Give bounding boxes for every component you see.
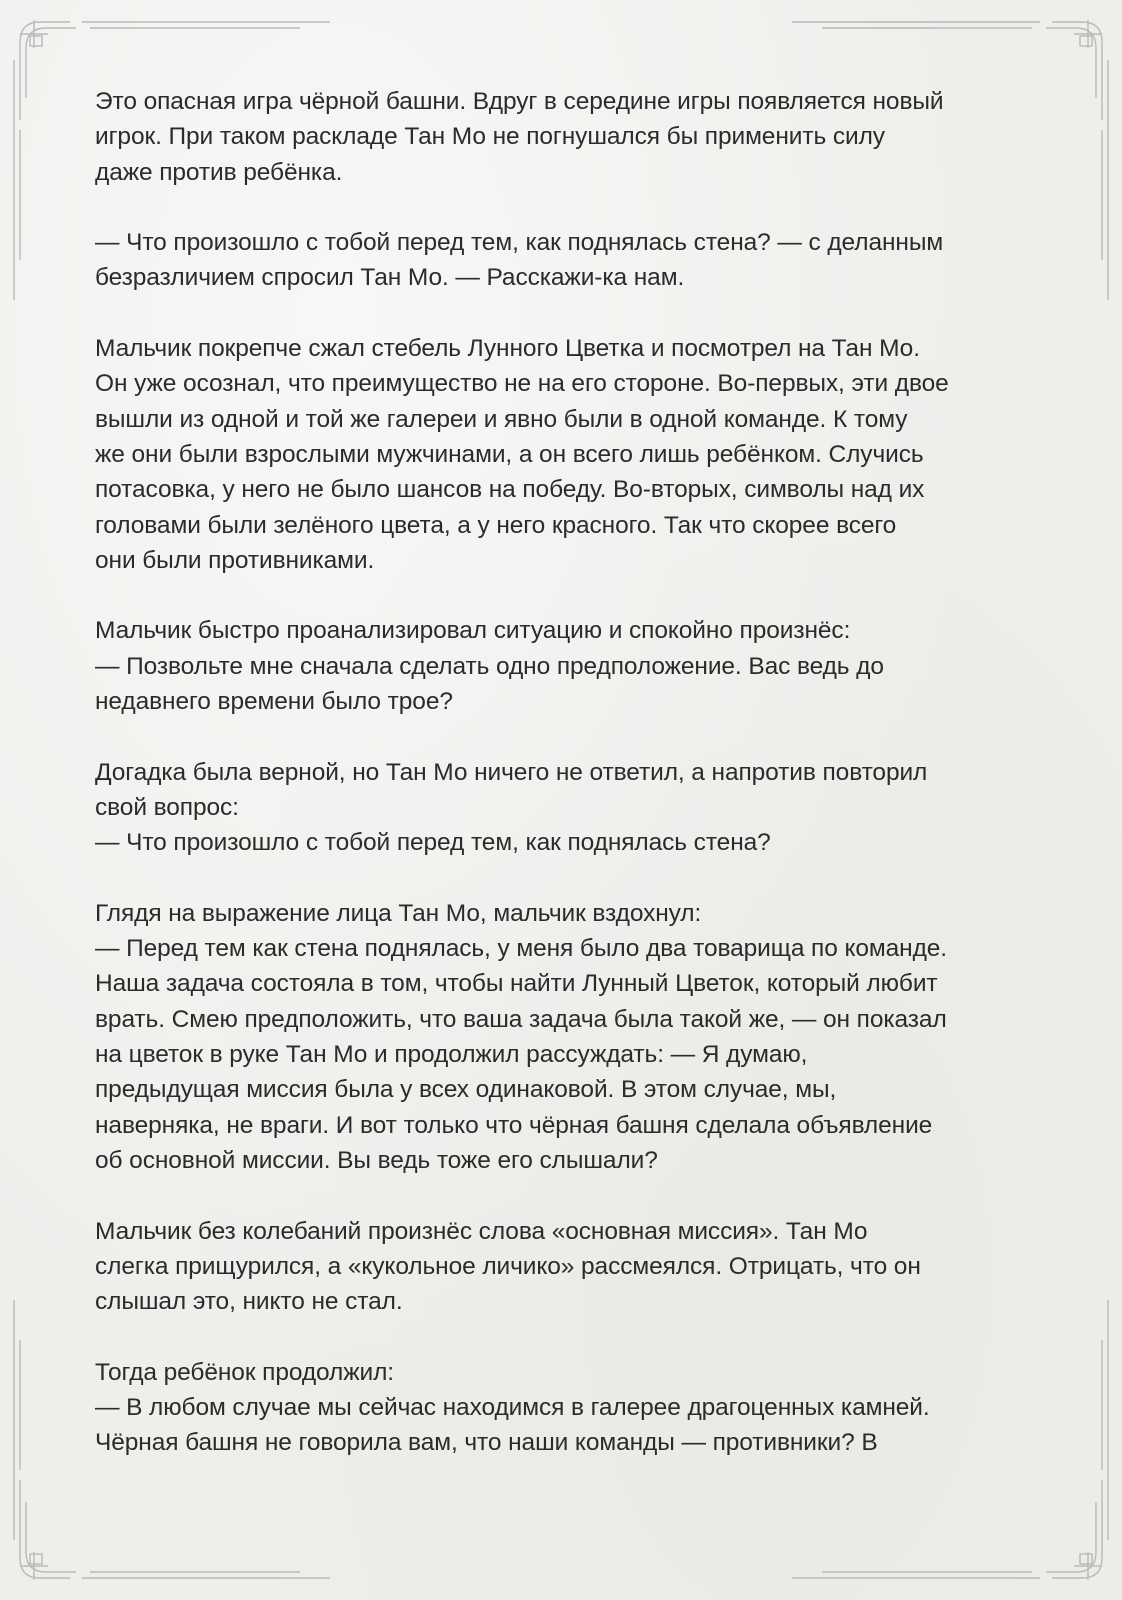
paragraph: Это опасная игра чёрной башни. Вдруг в середине игры появляется новый игрок. При таком раскладе Тан Мо не погнушался бы применить силу даже против ребёнка.	[95, 88, 944, 186]
text-body	[95, 84, 1035, 1461]
paragraph: Мальчик быстро проанализировал ситуацию и спокойно произнёс: — Позвольте мне сначала сделать одно предположение. Вас ведь до недавнего времени было трое?	[95, 617, 884, 716]
paragraph: Мальчик без колебаний произнёс слова «основная миссия». Тан Мо слегка прищурился, а «кукольное личико» рассмеялся. Отрицать, что он слышал это, никто не стал.	[95, 1217, 921, 1316]
paragraph: Глядя на выражение лица Тан Мо, мальчик вздохнул: — Перед тем как стена поднялась, у меня было два товарища по команде. Наша задача состояла в том, чтобы найти Лунный Цветок, который любит врать. Смею предположить, что ваша задача была такой же, — он показал на цветок в руке Тан Мо и продолжил рассуждать: — Я думаю, предыдущая миссия была у всех одинаковой. В этом случае, мы, наверняка, не враги. И вот только что чёрная башня сделала объявление об основной миссии. Вы ведь тоже его слышали?	[95, 899, 948, 1174]
paragraph: Мальчик покрепче сжал стебель Лунного Цветка и посмотрел на Тан Мо. Он уже осознал, что преимущество не на его стороне. Во-первых, эти двое вышли из одной и той же галереи и явно были в одной команде. К тому же они были взрослыми мужчинами, а он всего лишь ребёнком. Случись потасовка, у него не было шансов на победу. Во-вторых, символы над их головами были зелёного цвета, а у него красного. Так что скорее всего они были противниками.	[95, 335, 949, 574]
paragraph: Догадка была верной, но Тан Мо ничего не ответил, а напротив повторил свой вопрос: — Что произошло с тобой перед тем, как поднялась стена?	[95, 758, 928, 857]
paragraph: — Что произошло с тобой перед тем, как поднялась стена? — с деланным безразличием спросил Тан Мо. — Расскажи-ка нам.	[95, 229, 944, 292]
paragraph: Тогда ребёнок продолжил: — В любом случае мы сейчас находимся в галерее драгоценных камней. Чёрная башня не говорила вам, что наши команды — противники? В	[95, 1358, 930, 1457]
